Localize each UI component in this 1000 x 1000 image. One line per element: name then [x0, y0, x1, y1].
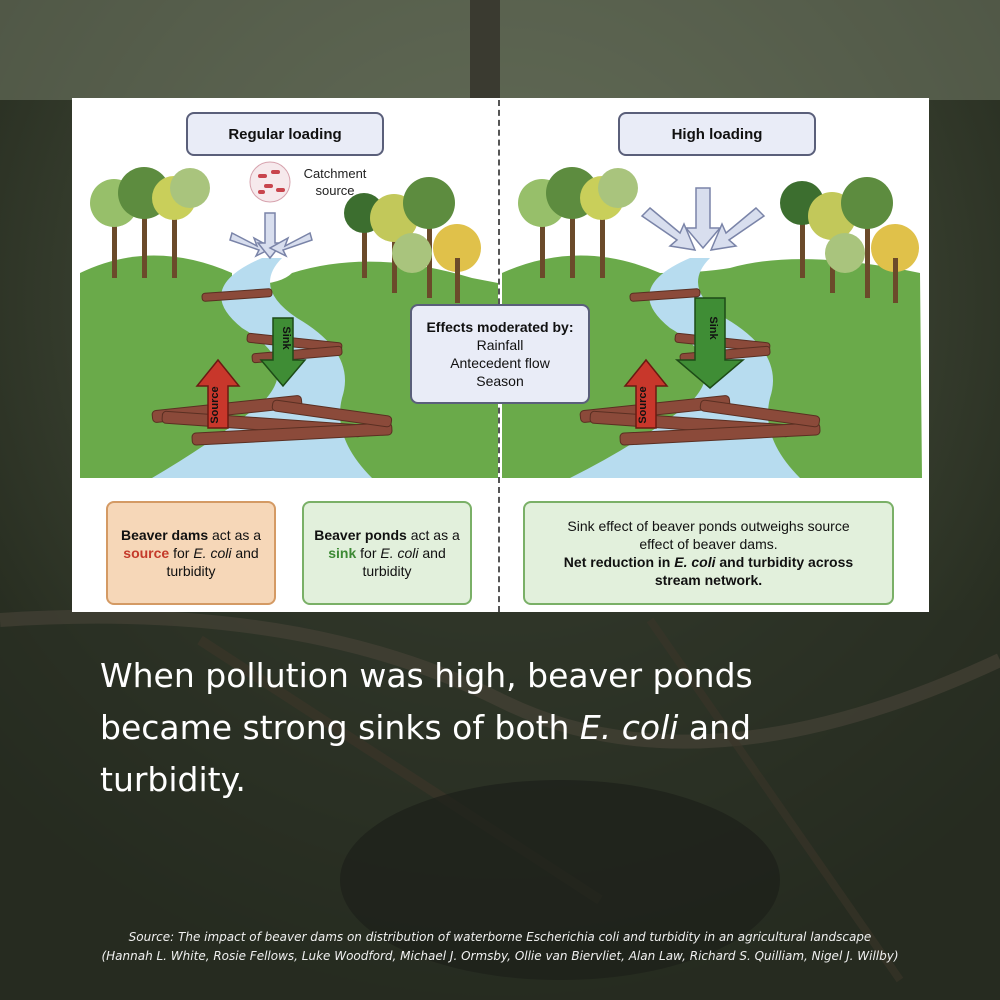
bacteria-icon	[250, 162, 290, 202]
source-citation: Source: The impact of beaver dams on distribution of waterborne Escherichia coli and turbidity in an agricultural landscape (Hannah L. White, Rosie Fellows, Luke Woodford, Michael J. Ormsby, Ollie van Biervliet, Alan Law, Richard S. Quilliam, Nigel J. Willby)	[101, 930, 899, 963]
source-label: Source	[637, 386, 649, 424]
headline: When pollution was high, beaver ponds became strong sinks of both E. coli and turbidity.	[100, 656, 753, 799]
net-effect-caption: Sink effect of beaver ponds outweighs source effect of beaver dams. Net reduction in E. coli and turbidity across stream network.	[523, 501, 894, 605]
effect-item: Season	[476, 373, 524, 389]
catchment-source-label: Catchment source	[303, 166, 367, 198]
ponds-caption: Beaver ponds act as a sink for E. coli and turbidity	[302, 501, 472, 605]
sink-label: Sink	[280, 326, 292, 350]
regular-loading-title: Regular loading	[186, 112, 384, 156]
sink-label: Sink	[707, 316, 719, 340]
effect-item: Antecedent flow	[450, 355, 550, 371]
effect-item: Rainfall	[476, 337, 524, 353]
dams-caption: Beaver dams act as a source for E. coli and turbidity	[106, 501, 276, 605]
source-label: Source	[209, 386, 221, 424]
high-loading-scene	[500, 98, 928, 498]
effects-heading: Effects moderated by:	[426, 319, 574, 335]
effects-box	[410, 304, 590, 404]
net-effect-line: Sink effect of beaver ponds outweighs source effect of beaver dams.	[567, 518, 850, 552]
high-loading-title: High loading	[618, 112, 816, 156]
regular-loading-scene	[72, 98, 500, 498]
